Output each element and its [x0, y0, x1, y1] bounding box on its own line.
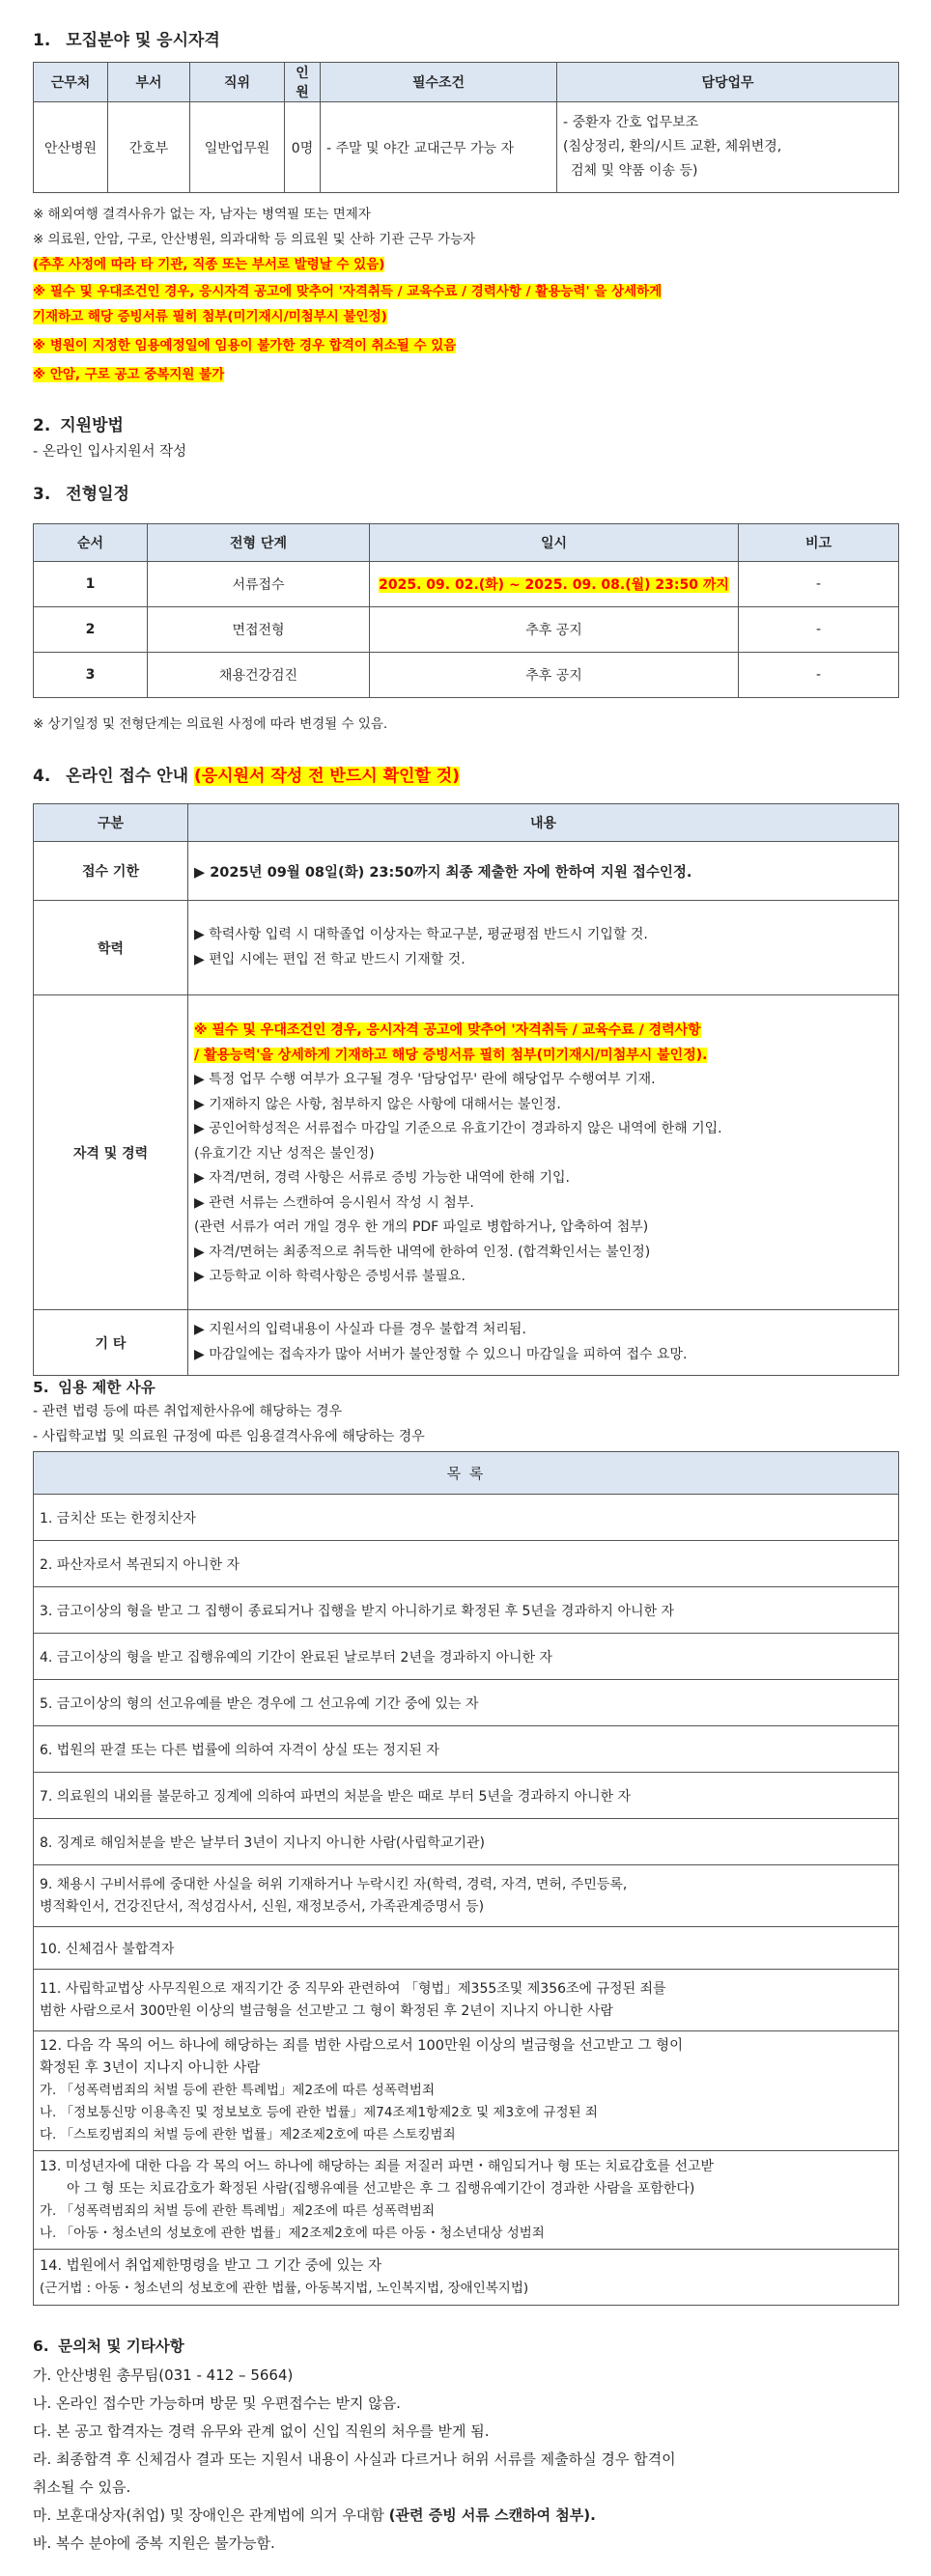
edu-label: 학력 — [34, 901, 188, 995]
cell-dept: 간호부 — [108, 102, 190, 193]
deadline-text: ▶ 2025년 09월 08일(화) 23:50까지 최종 제출한 자에 한하여 지원 접수인정. — [188, 842, 899, 901]
list-item: 5. 금고이상의 형의 선고유예를 받은 경우에 그 선고유예 기간 중에 있는 자 — [34, 1680, 899, 1726]
header-duty: 담당업무 — [557, 63, 899, 102]
list-item: 9. 채용시 구비서류에 중대한 사실을 허위 기재하거나 누락시킨 자(학력, 경력, 자격, 면허, 주민등록, 병적확인서, 건강진단서, 적성검사서, 신원, 재정보증서, 가족관계증명서 등) — [34, 1865, 899, 1927]
table-row: 1 서류접수 2025. 09. 02.(화) ~ 2025. 09. 08.(월) 23:50 까지 - — [34, 562, 899, 607]
list-item: 2. 파산자로서 복권되지 아니한 자 — [34, 1541, 899, 1587]
application-period: 2025. 09. 02.(화) ~ 2025. 09. 08.(월) 23:50 까지 — [379, 577, 729, 593]
edu-content: ▶ 학력사항 입력 시 대학졸업 이상자는 학교구분, 평균평점 반드시 기입할 것. ▶ 편입 시에는 편입 전 학교 반드시 기재할 것. — [188, 901, 899, 995]
s1-hl-note-1: (추후 사정에 따라 타 기관, 직종 또는 부서로 발령날 수 있음) — [33, 257, 385, 272]
info-line: 나. 온라인 접수만 가능하며 방문 및 우편접수는 받지 않음. — [33, 2394, 401, 2412]
restriction-header: 목 록 — [34, 1452, 899, 1495]
recruit-table — [33, 62, 899, 193]
header-date: 일시 — [370, 524, 739, 562]
header-order: 순서 — [34, 524, 148, 562]
s1-hl-note-3: 기재하고 해당 증빙서류 필히 첨부(미기재시/미첨부시 불인정) — [33, 309, 387, 324]
list-item: 8. 징계로 해임처분을 받은 날부터 3년이 지나지 아니한 사람(사립학교기관) — [34, 1819, 899, 1865]
header-step: 전형 단계 — [148, 524, 370, 562]
qual-label: 자격 및 경력 — [34, 995, 188, 1310]
restriction-table — [33, 1451, 899, 2306]
list-item: 11. 사립학교법상 사무직원으로 재직기간 중 직무와 관련하여 「형법」제355조및 제356조에 규정된 죄를 범한 사람으로서 300만원 이상의 벌금형을 선고받고 그 형이 확정된 후 2년이 지나지 아니한 사람 — [34, 1970, 899, 2031]
s1-hl-note-5: ※ 안암, 구로 공고 중복지원 불가 — [33, 367, 225, 382]
header-dept: 부서 — [108, 63, 190, 102]
s1-note-1: ※ 해외여행 결격사유가 없는 자, 남자는 병역필 또는 면제자 — [33, 207, 371, 222]
section-3-title: 3. 전형일정 — [33, 485, 129, 504]
section-2-title: 2. 지원방법 — [33, 416, 124, 435]
list-item: 3. 금고이상의 형을 받고 그 집행이 종료되거나 집행을 받지 아니하기로 확정된 후 5년을 경과하지 아니한 자 — [34, 1587, 899, 1634]
contact-line: 가. 안산병원 총무팀(031 - 412 – 5664) — [33, 2366, 294, 2384]
deadline-label: 접수 기한 — [34, 842, 188, 901]
list-item: 10. 신체검사 불합격자 — [34, 1927, 899, 1970]
section-1-title: 1. 모집분야 및 응시자격 — [33, 31, 220, 50]
online-guide-table — [33, 803, 899, 1376]
list-item: 4. 금고이상의 형을 받고 집행유예의 기간이 완료된 날로부터 2년을 경과하지 아니한 자 — [34, 1634, 899, 1680]
info-line: 다. 본 공고 합격자는 경력 유무와 관계 없이 신입 직원의 처우를 받게 됨. — [33, 2422, 490, 2440]
cell-place: 안산병원 — [34, 102, 108, 193]
cell-position: 일반업무원 — [190, 102, 285, 193]
info-line: 바. 복수 분야에 중복 지원은 불가능함. — [33, 2534, 275, 2552]
list-item: 12. 다음 각 목의 어느 하나에 해당하는 죄를 범한 사람으로서 100만원 이상의 벌금형을 선고받고 그 형이 확정된 후 3년이 지나지 아니한 사람 가. 「성폭력범죄의 처벌 등에 관한 특례법」제2조에 따른 성폭력범죄 나. 「정보통신망 이용촉진 및 정보보호 등에 관한 법률」제74조제1항제2호 및 제3호에 규정된 죄 다. 「스토킹범죄의 처벌 등에 관한 법률」제2조제2호에 따른 스토킹범죄 — [34, 2031, 899, 2151]
list-item: 7. 의료원의 내외를 불문하고 징계에 의하여 파면의 처분을 받은 때로 부터 5년을 경과하지 아니한 자 — [34, 1773, 899, 1819]
list-item: 14. 법원에서 취업제한명령을 받고 그 기간 중에 있는 자 (근거법 : 아동・청소년의 성보호에 관한 법률, 아동복지법, 노인복지법, 장애인복지법) — [34, 2250, 899, 2306]
list-item: 13. 미성년자에 대한 다음 각 목의 어느 하나에 해당하는 죄를 저질러 파면・해임되거나 형 또는 치료감호를 선고받 아 그 형 또는 치료감호가 확정된 사람(집행유예를 선고받은 후 그 집행유예기간이 경과한 사람을 포함한다) 가. 「성폭력범죄의 처벌 등에 관한 특례법」제2조에 따른 성폭력범죄 나. 「아동・청소년의 성보호에 관한 법률」제2조제2호에 따른 아동・청소년대상 성범죄 — [34, 2151, 899, 2250]
cell-duty: - 중환자 간호 업무보조 (침상정리, 환의/시트 교환, 체위변경, 검체 및 약품 이송 등) — [557, 102, 899, 193]
schedule-table — [33, 523, 899, 698]
s1-hl-note-4: ※ 병원이 지정한 임용예정일에 임용이 불가한 경우 합격이 취소될 수 있음 — [33, 338, 457, 353]
header-position: 직위 — [190, 63, 285, 102]
section-4-title: 4. 온라인 접수 안내 (응시원서 작성 전 반드시 확인할 것) — [33, 767, 460, 786]
info-line: 라. 최종합격 후 신체검사 결과 또는 지원서 내용이 사실과 다르거나 허위 서류를 제출하실 경우 합격이 — [33, 2450, 676, 2468]
section-6-title: 6. 문의처 및 기타사항 — [33, 2338, 184, 2355]
etc-content: ▶ 지원서의 입력내용이 사실과 다를 경우 불합격 처리됨. ▶ 마감일에는 접속자가 많아 서버가 불안정할 수 있으니 마감일을 피하여 접수 요망. — [188, 1310, 899, 1376]
header-memo: 비고 — [739, 524, 899, 562]
header-place: 근무처 — [34, 63, 108, 102]
s2-text: - 온라인 입사지원서 작성 — [33, 444, 187, 460]
header-count: 인원 — [285, 63, 321, 102]
s5-intro-2: - 사립학교법 및 의료원 규정에 따른 임용결격사유에 해당하는 경우 — [33, 1429, 425, 1444]
list-item: 1. 금치산 또는 한정치산자 — [34, 1495, 899, 1541]
list-item: 6. 법원의 판결 또는 다른 법률에 의하여 자격이 상실 또는 정지된 자 — [34, 1726, 899, 1773]
header-content: 내용 — [188, 804, 899, 842]
info-line: 취소될 수 있음. — [33, 2478, 131, 2496]
table-row: 2 면접전형 추후 공지 - — [34, 607, 899, 653]
s5-intro-1: - 관련 법령 등에 따른 취업제한사유에 해당하는 경우 — [33, 1404, 343, 1419]
s1-note-2: ※ 의료원, 안암, 구로, 안산병원, 의과대학 등 의료원 및 산하 기관 근무 가능자 — [33, 232, 476, 247]
table-row: 3 채용건강검진 추후 공지 - — [34, 653, 899, 698]
header-cond: 필수조건 — [321, 63, 557, 102]
etc-label: 기 타 — [34, 1310, 188, 1376]
cell-count: 0명 — [285, 102, 321, 193]
s1-hl-note-2: ※ 필수 및 우대조건인 경우, 응시자격 공고에 맞추어 '자격취득 / 교육수료 / 경력사항 / 활용능력' 을 상세하게 — [33, 284, 663, 299]
section-5-title: 5. 임용 제한 사유 — [33, 1379, 155, 1396]
qual-content: ※ 필수 및 우대조건인 경우, 응시자격 공고에 맞추어 '자격취득 / 교육수료 / 경력사항 / 활용능력'을 상세하게 기재하고 해당 증빙서류 필히 첨부(미기재시/미첨부시 불인정). ▶ 특정 업무 수행 여부가 요구될 경우 '담당업무' 란에 해당업무 수행여부 기재. ▶ 기재하지 않은 사항, 첨부하지 않은 사항에 대해서는 불인정. ▶ 공인어학성적은 서류접수 마감일 기준으로 유효기간이 경과하지 않은 내역에 한해 기입. (유효기간 지난 성적은 불인정) ▶ 자격/면허, 경력 사항은 서류로 증빙 가능한 내역에 한해 기입. ▶ 관련 서류는 스캔하여 응시원서 작성 시 첨부. (관련 서류가 여러 개일 경우 한 개의 PDF 파일로 병합하거나, 압축하여 첨부) ▶ 자격/면허는 최종적으로 취득한 내역에 한하여 인정. (합격확인서는 불인정) ▶ 고등학교 이하 학력사항은 증빙서류 불필요. — [188, 995, 899, 1310]
s3-note: ※ 상기일정 및 전형단계는 의료원 사정에 따라 변경될 수 있음. — [33, 716, 388, 732]
header-category: 구분 — [34, 804, 188, 842]
cell-cond: - 주말 및 야간 교대근무 가능 자 — [321, 102, 557, 193]
info-line: 마. 보훈대상자(취업) 및 장애인은 관계법에 의거 우대함 (관련 증빙 서류 스캔하여 첨부). — [33, 2506, 596, 2524]
